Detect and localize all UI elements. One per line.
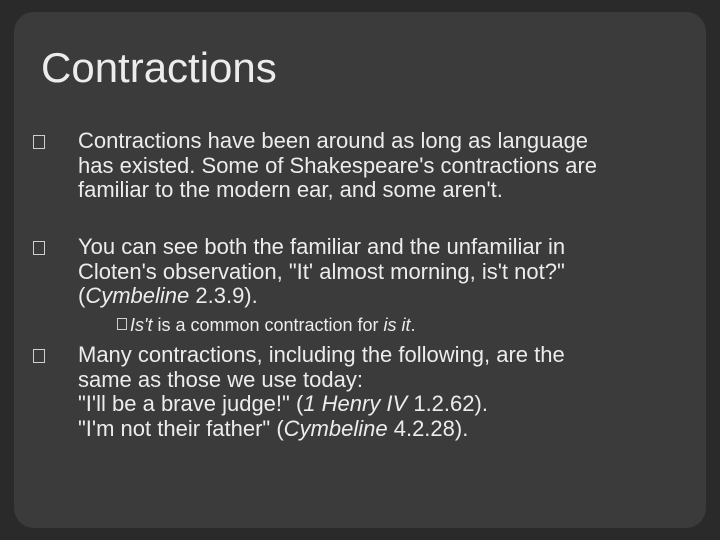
bullet-marker-icon [33, 349, 45, 363]
bullet-item-3 [78, 343, 618, 441]
bullet-text: Contractions have been around as long as language has existed. Some of Shakespeare's contractions are familiar to the modern ear, and some aren't. [78, 128, 598, 202]
punctuation: . [410, 315, 416, 335]
bullet-text: You can see both the familiar and the unfamiliar in Cloten's observation, "It' almost morning, is't not?" ( [78, 234, 566, 308]
play-title: Cymbeline [85, 283, 190, 308]
quote-text: "I'm not their father" ( [78, 415, 284, 441]
play-title: Cymbeline [283, 415, 388, 441]
play-title: 1 Henry IV [303, 391, 408, 416]
bullet-marker-icon [117, 318, 127, 330]
bullet-item-2 [78, 235, 618, 309]
citation: 1.2.62). [407, 391, 488, 416]
slide-title: Contractions [41, 44, 277, 91]
bullet-marker-icon [33, 135, 45, 149]
bullet-marker-icon [33, 241, 45, 255]
bullet-text: Many contractions, including the following, are the same as those we use today: [78, 342, 565, 392]
quote-text: "I'll be a brave judge!" ( [78, 391, 304, 416]
bullet-item-1 [78, 129, 618, 203]
citation: 2.3.9). [189, 283, 258, 308]
sub-bullet-item [130, 314, 630, 336]
bullet-text: is a common contraction for [152, 315, 384, 335]
expansion-term: is it [383, 315, 411, 335]
contraction-term: Is't [130, 315, 153, 335]
citation: 4.2.28). [387, 415, 469, 441]
